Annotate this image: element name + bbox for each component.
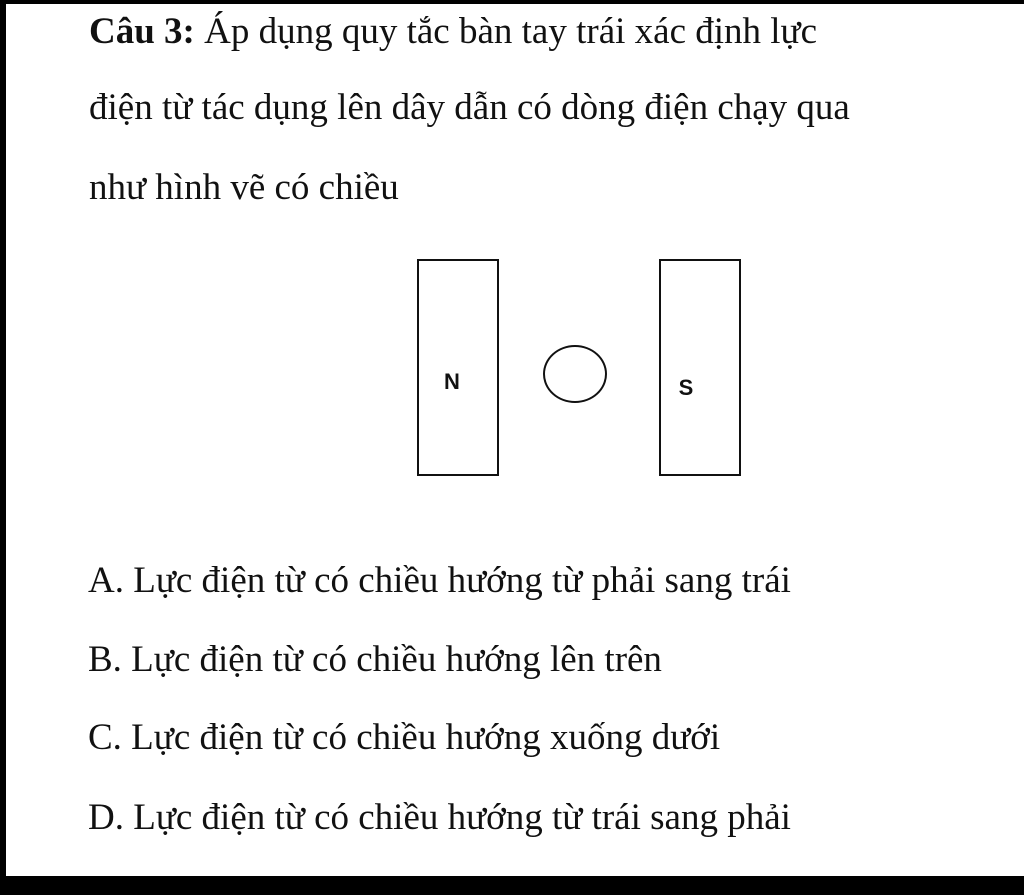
question-text-1: Áp dụng quy tắc bàn tay trái xác định lực	[194, 11, 818, 52]
conductor-cross-section	[543, 345, 607, 403]
south-pole-label: S	[678, 375, 694, 400]
option-a: A. Lực điện từ có chiều hướng từ phải sang trái	[88, 560, 791, 601]
bottom-black-bar	[0, 876, 1024, 895]
question-line-1	[89, 12, 817, 52]
question-line-3: như hình vẽ có chiều	[89, 167, 399, 208]
question-number: Câu 3:	[89, 11, 195, 52]
option-d: D. Lực điện từ có chiều hướng từ trái sang phải	[88, 797, 791, 838]
south-magnet	[659, 259, 741, 476]
question-line-2: điện từ tác dụng lên dây dẫn có dòng điện chạy qua	[89, 87, 850, 128]
north-pole-label: N	[444, 369, 460, 394]
option-c: C. Lực điện từ có chiều hướng xuống dưới	[88, 717, 721, 758]
north-magnet	[417, 259, 499, 476]
option-b: B. Lực điện từ có chiều hướng lên trên	[88, 639, 662, 680]
magnet-diagram	[410, 252, 755, 488]
